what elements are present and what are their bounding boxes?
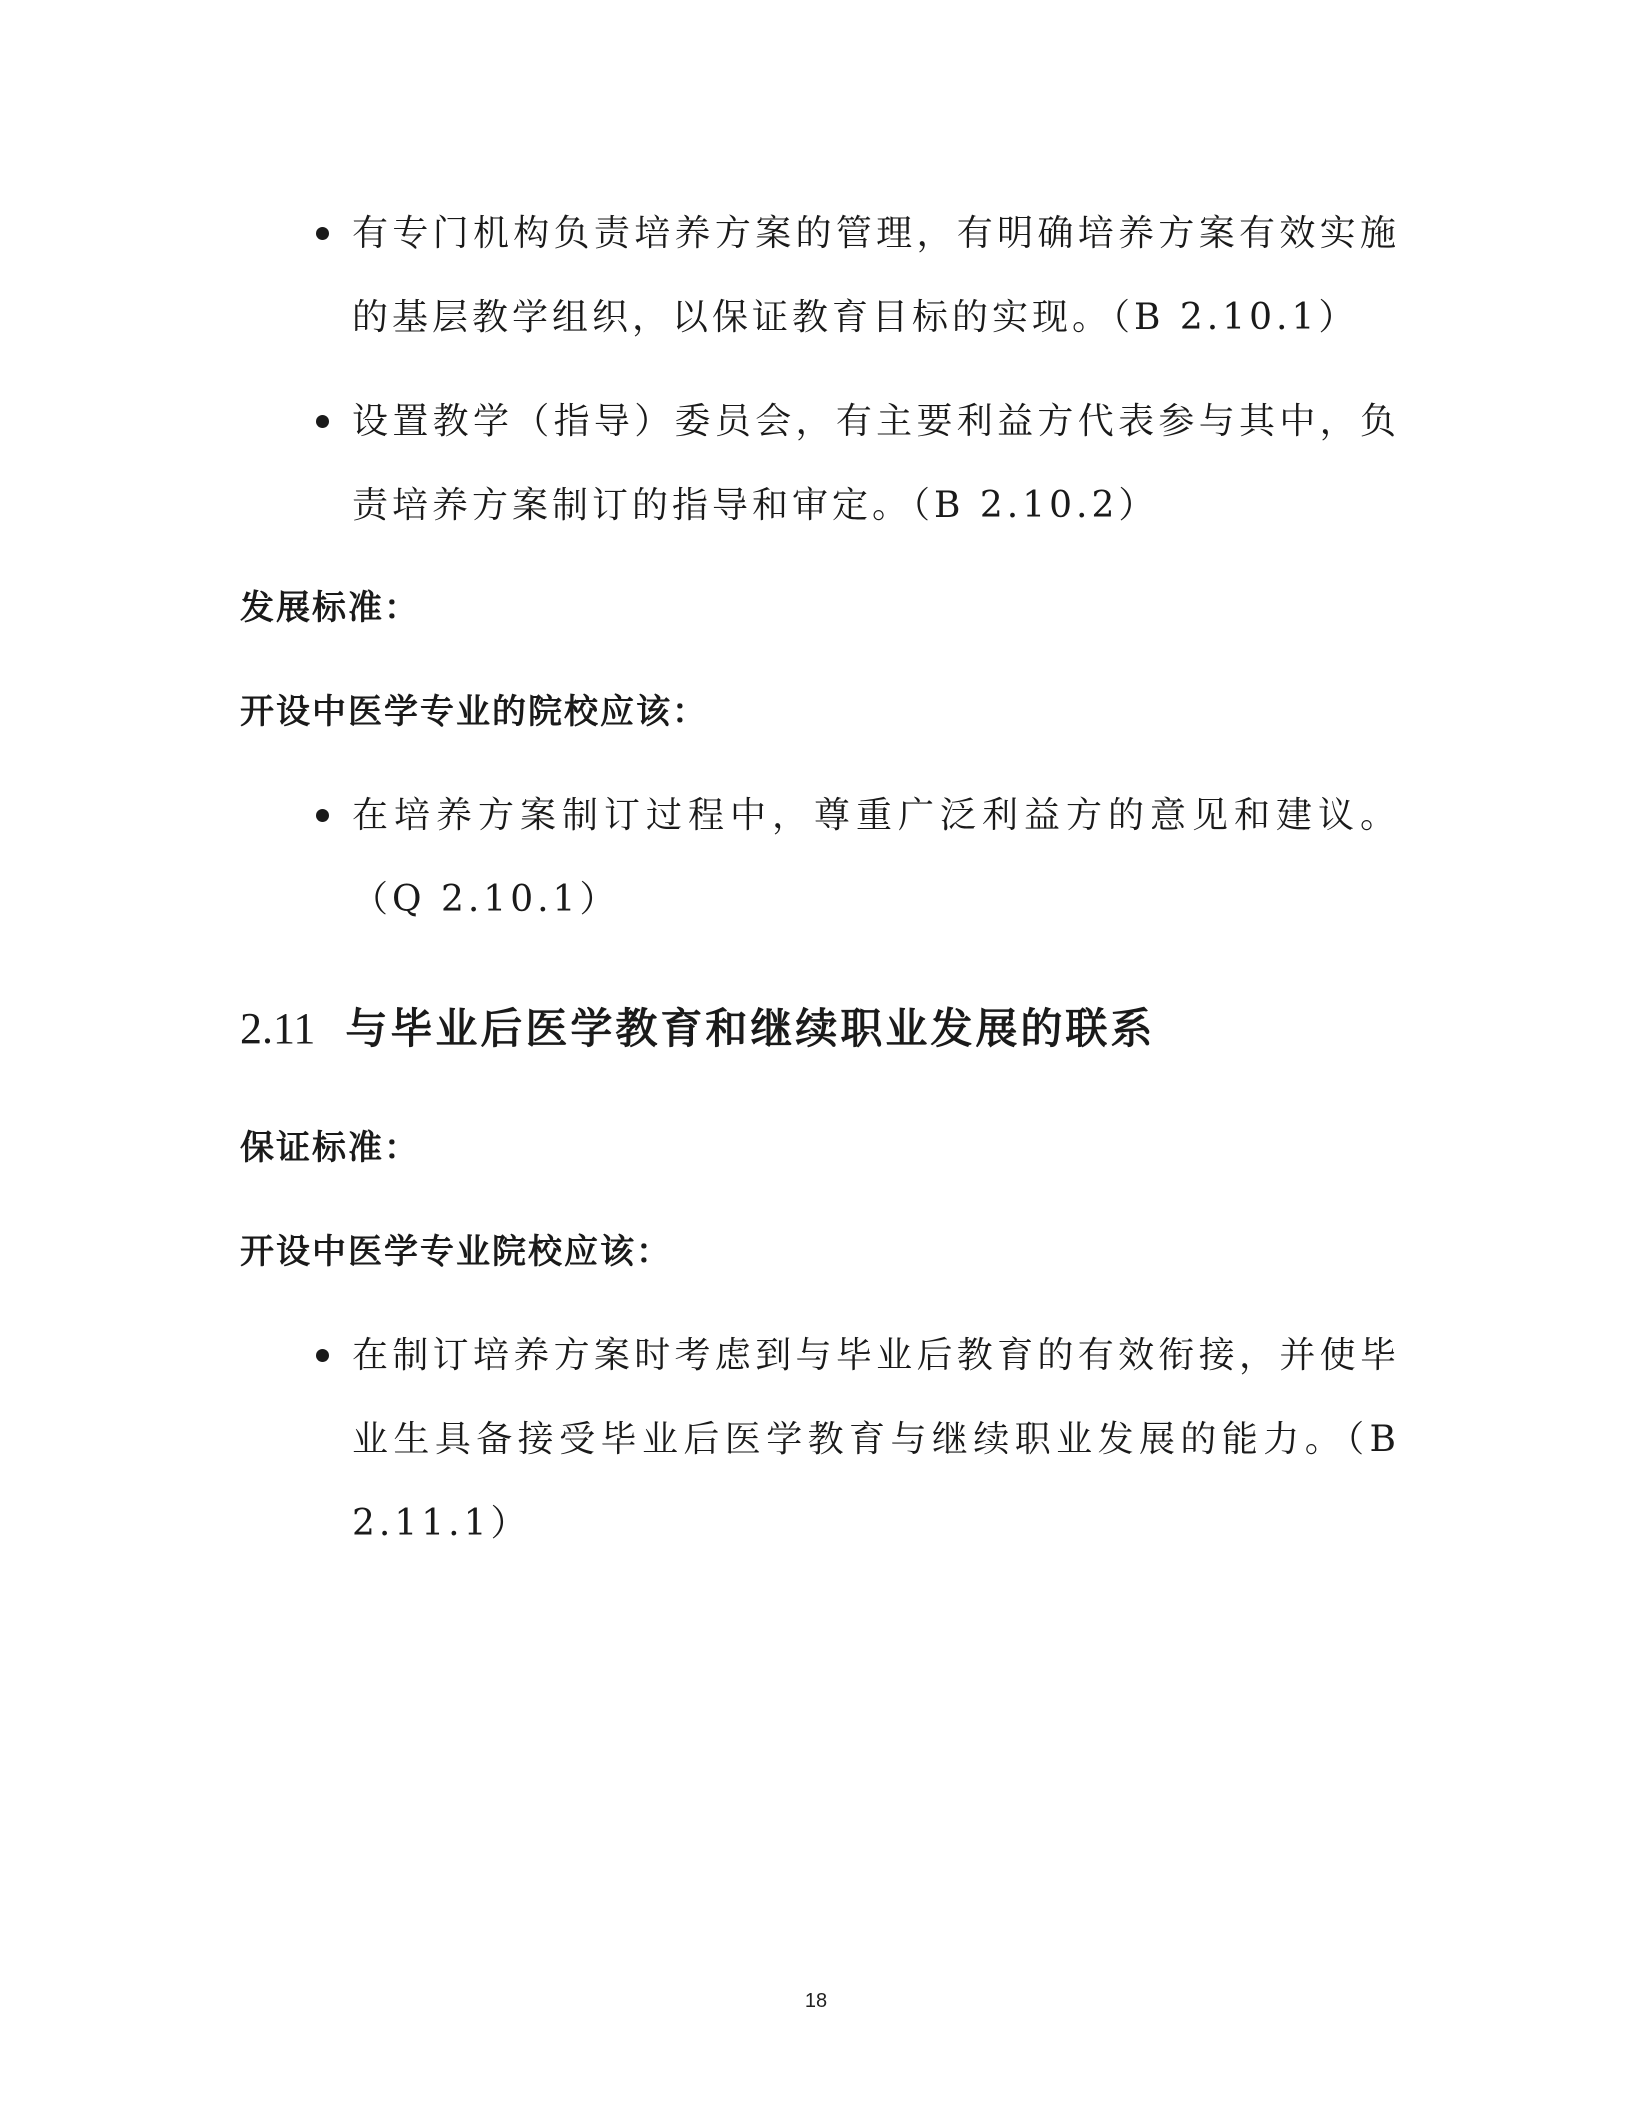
- bullet-icon: [316, 809, 329, 822]
- bullet-icon: [316, 227, 329, 240]
- bullet-icon: [316, 1349, 329, 1362]
- list-item-text: 设置教学（指导）委员会，有主要利益方代表参与其中，负责培养方案制订的指导和审定。（B 2.10.2）: [352, 401, 1400, 526]
- list-item-text: 有专门机构负责培养方案的管理，有明确培养方案有效实施的基层教学组织，以保证教育目标的实现。（B 2.10.1）: [352, 213, 1400, 338]
- list-item-text: 在培养方案制订过程中，尊重广泛利益方的意见和建议。（Q 2.10.1）: [352, 795, 1400, 920]
- list-item-text: 在制订培养方案时考虑到与毕业后教育的有效衔接，并使毕业生具备接受毕业后医学教育与继续职业发展的能力。（B 2.11.1）: [352, 1335, 1400, 1544]
- list-item: [352, 192, 1400, 360]
- list-item: [352, 774, 1400, 942]
- development-intro: 开设中医学专业的院校应该：: [240, 692, 708, 732]
- assurance-standard-label: 保证标准：: [240, 1128, 420, 1168]
- development-standard-label: 发展标准：: [240, 588, 420, 628]
- section-title: 与毕业后医学教育和继续职业发展的联系: [345, 1004, 1156, 1053]
- section-heading: [240, 1004, 1155, 1054]
- list-item: [352, 380, 1400, 548]
- section-number: 2.11: [240, 1004, 316, 1053]
- bullet-icon: [316, 415, 329, 428]
- page-number: 18: [804, 1990, 828, 2012]
- assurance-intro: 开设中医学专业院校应该：: [240, 1232, 672, 1272]
- list-item: [352, 1314, 1400, 1566]
